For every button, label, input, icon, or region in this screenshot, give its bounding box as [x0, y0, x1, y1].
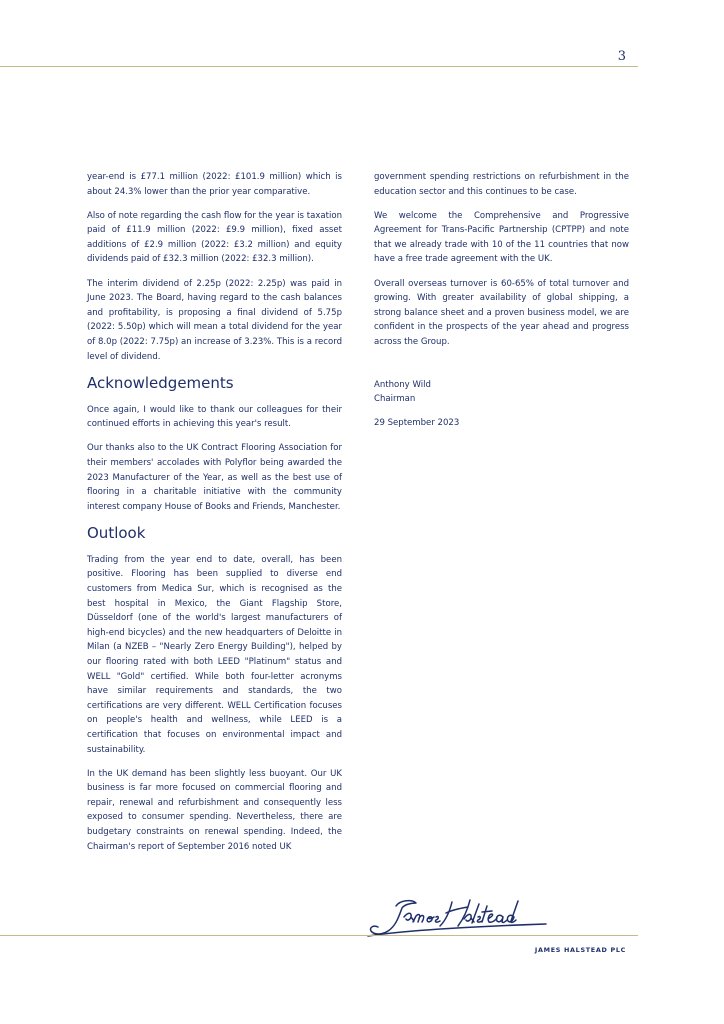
- signatory-name: Anthony Wild: [374, 379, 431, 390]
- right-column: [374, 170, 629, 430]
- acknowledgements-heading: Acknowledgements: [87, 373, 234, 392]
- signatory-title: Chairman: [374, 394, 416, 405]
- header-rule: [0, 66, 638, 67]
- signature-block: [374, 378, 629, 431]
- company-name: JAMES HALSTEAD PLC: [534, 946, 626, 954]
- paragraph: year-end is £77.1 million (2022: £101.9 million) which is about 24.3% lower than the prior year comparative.: [87, 172, 342, 197]
- paragraph: Once again, I would like to thank our colleagues for their continued efforts in achieving this year's result.: [87, 404, 342, 430]
- paragraph: Trading from the year end to date, overall, has been positive. Flooring has been supplied to diverse end customers from Medica Sur, which is recognised as the best hospital in Mexico, the Giant Flagship Store, Düsseldorf (one of the world's largest manufacturers of high-end bicycles) and the new headquarters of Deloitte in Milan (a NZEB – "Nearly Zero Energy Building"), helped by our flooring rated with both LEED "Platinum" status and WELL "Gold" certified. While both four-letter acronyms have similar requirements and standards, the two certifications are very different. WELL Certification focuses on people's health and wellness, while LEED is a certification that focuses on environmental impact and sustainability.: [87, 554, 342, 755]
- page-number: 3: [617, 49, 626, 64]
- paragraph: government spending restrictions on refurbishment in the education sector and this continues to be case.: [374, 172, 629, 197]
- left-column: [87, 170, 342, 864]
- paragraph: Overall overseas turnover is 60-65% of total turnover and growing. With greater availability of global shipping, a strong balance sheet and a proven business model, we are confident in the prospects of the year ahead and progress across the Group.: [374, 278, 629, 347]
- footer-rule: [0, 935, 638, 936]
- outlook-heading: Outlook: [87, 523, 146, 542]
- report-date: 29 September 2023: [374, 417, 460, 428]
- paragraph: Our thanks also to the UK Contract Flooring Association for their members' accolades with Polyflor being awarded the 2023 Manufacturer of the Year, as well as the best use of flooring in a charitable initiative with the community interest company House of Books and Friends, Manchester.: [87, 443, 342, 512]
- paragraph: We welcome the Comprehensive and Progressive Agreement for Trans-Pacific Partnership (CPTPP) and note that we already trade with 10 of the 11 countries that now have a free trade agreement with the UK.: [374, 210, 629, 265]
- paragraph: Also of note regarding the cash flow for the year is taxation paid of £11.9 million (2022: £9.9 million), fixed asset additions of £2.9 million (2022: £3.2 million) and equity dividends paid of £32.3 million (2022: £32.3 million).: [87, 210, 342, 265]
- paragraph: In the UK demand has been slightly less buoyant. Our UK business is far more focused on commercial flooring and repair, renewal and refurbishment and consequently less exposed to consumer spending. Nevertheless, there are budgetary constraints on renewal spending. Indeed, the Chairman's report of September 2016 noted UK: [87, 768, 342, 852]
- paragraph: The interim dividend of 2.25p (2022: 2.25p) was paid in June 2023. The Board, having regard to the cash balances and profitability, is proposing a final dividend of 5.75p (2022: 5.50p) which will mean a total dividend for the year of 8.0p (2022: 7.75p) an increase of 3.23%. This is a record level of dividend.: [87, 278, 342, 362]
- james-halstead-logo: [366, 896, 552, 940]
